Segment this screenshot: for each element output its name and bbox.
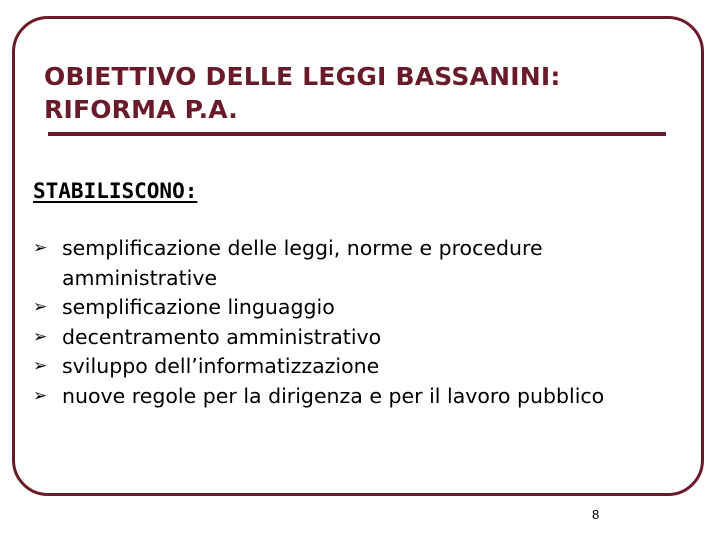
subheading: STABILISCONO:	[33, 179, 198, 203]
list-item	[33, 234, 703, 293]
list-item	[33, 323, 703, 353]
list-item-text: sviluppo dell’informatizzazione	[62, 354, 380, 378]
list-item	[33, 352, 703, 382]
arrow-bullet-icon: ➢	[33, 238, 48, 258]
page-number: 8	[592, 507, 600, 522]
list-item-text: semplificazione delle leggi, norme e procedure amministrative	[62, 236, 543, 290]
slide-title	[44, 60, 561, 126]
bullet-list	[33, 234, 703, 411]
list-item-text: nuove regole per la dirigenza e per il lavoro pubblico	[62, 383, 605, 408]
list-item	[33, 293, 703, 323]
title-underline-rule	[48, 132, 666, 136]
list-item-text: semplificazione linguaggio	[62, 295, 335, 319]
list-item	[33, 382, 703, 412]
arrow-bullet-icon: ➢	[33, 385, 48, 406]
arrow-bullet-icon: ➢	[33, 356, 48, 376]
arrow-bullet-icon: ➢	[33, 326, 48, 347]
slide-title-line-2: RIFORMA P.A.	[44, 95, 239, 124]
list-item-text: decentramento amministrativo	[62, 324, 382, 349]
slide-title-line-1: OBIETTIVO DELLE LEGGI BASSANINI:	[44, 62, 561, 91]
arrow-bullet-icon: ➢	[33, 297, 48, 317]
